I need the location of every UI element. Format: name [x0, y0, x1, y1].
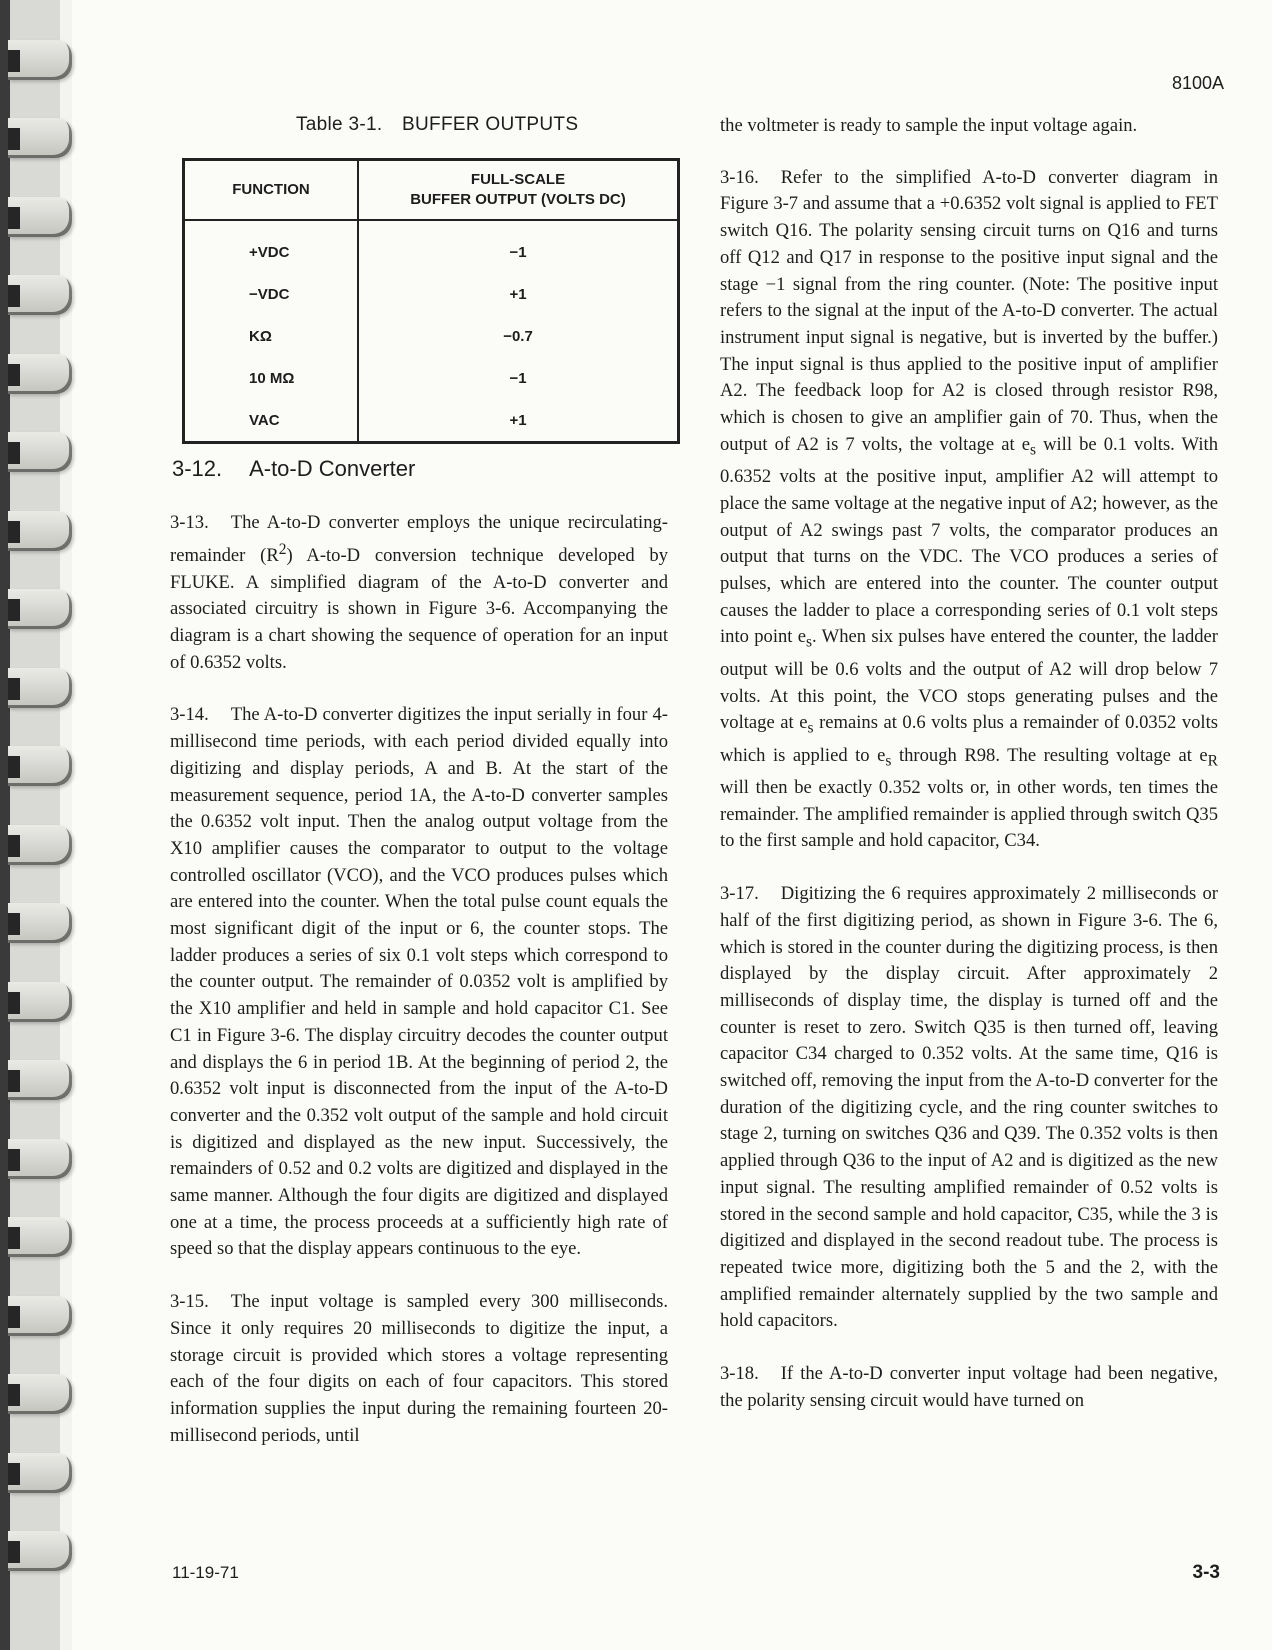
subscript: R	[1207, 752, 1218, 770]
paragraph-text: the voltmeter is ready to sample the input voltage again.	[720, 115, 1138, 136]
table-cell-value: +1	[358, 399, 679, 443]
binding-ring	[8, 511, 72, 551]
subscript: s	[1029, 441, 1037, 459]
binding-ring	[8, 1217, 72, 1257]
binding-ring	[8, 354, 72, 394]
table-caption-number: Table 3-1.	[296, 114, 383, 135]
paragraph-number: 3-15.	[170, 1291, 209, 1313]
table-cell-value: −0.7	[358, 315, 679, 357]
paragraph-text: Digitizing the 6 requires approximately 2 milliseconds or half of the first digitizing period, as shown in Figure 3-6. The 6, which is stored in the counter during the digitizing process, is then displayed by the display circuit. After approximately 2 milliseconds of display time, the display is turned off and the counter is reset to zero. Switch Q35 is then turned off, leaving capacitor C34 charged to 0.352 volts. At the same time, Q16 is switched off, removing the input from the A-to-D converter for the duration of the digitizing cycle, and the ring counter switches to stage 2, turning on switches Q36 and Q39. The 0.352 volts is then applied through Q36 to the input of A2 and is digitized as the new input signal. The resulting amplified remainder of 0.52 volts is stored in the second sample and hold capacitor, C35, while the 3 is digitized and displayed in the second readout tube. The process is repeated twice more, digitizing both the 5 and the 2, with the amplified remainder alternately supplied by the two sample and hold capacitors.	[720, 883, 1218, 1332]
binding-ring	[8, 1531, 72, 1571]
paragraph-3-15-continued	[720, 113, 1218, 140]
binding-ring	[8, 1060, 72, 1100]
paragraph-text: ) A-to-D conversion technique developed by FLUKE. A simplified diagram of the A-to-D converter and associated circuitry is shown in Figure 3-6. Accompanying the diagram is a chart showing the sequence of operation for an input of 0.6352 volts.	[170, 544, 668, 673]
col-header-function: FUNCTION	[184, 160, 359, 221]
paragraph-3-15	[170, 1289, 668, 1449]
table-cell-value: +1	[358, 273, 679, 315]
right-column	[720, 113, 1218, 1441]
page-number: 3-3	[1192, 1562, 1220, 1583]
section-title: A-to-D Converter	[249, 456, 416, 481]
binding-ring	[8, 1374, 72, 1414]
footer-date: 11-19-71	[172, 1563, 239, 1582]
paragraph-3-14	[170, 702, 668, 1263]
binding-ring	[8, 118, 72, 158]
table-row	[184, 220, 679, 273]
buffer-outputs-table	[182, 158, 680, 444]
subscript: s	[885, 752, 892, 770]
binding-ring	[8, 589, 72, 629]
col-header-output-line1: FULL-SCALE	[470, 171, 566, 188]
paragraph-3-17	[720, 881, 1218, 1335]
binding-ring	[8, 668, 72, 708]
table-row	[184, 399, 679, 443]
paragraph-text: remains at 0.6 volts plus a remainder of 0.0352 volts which is applied to e	[720, 712, 1218, 766]
table-cell-function: KΩ	[184, 315, 359, 357]
table-cell-value: −1	[358, 357, 679, 399]
binding-ring	[8, 746, 72, 786]
table-cell-function: 10 MΩ	[184, 357, 359, 399]
binding-ring	[8, 982, 72, 1022]
binding-ring	[8, 1139, 72, 1179]
paragraph-3-16	[720, 165, 1218, 855]
paragraph-text: Refer to the simplified A-to-D converter diagram in Figure 3-7 and assume that a +0.6352 volt signal is applied to FET switch Q16. The polarity sensing circuit turns on Q16 and turns off Q12 and Q17 in response to the positive input signal and the stage −1 signal from the ring counter. (Note: The positive input refers to the signal at the input of the A-to-D converter. The actual instrument input signal is negative, but is inverted by the buffer.) The input signal is thus applied to the positive input of amplifier A2. The feedback loop for A2 is closed through resistor R98, which is chosen to give an amplifier gain of 70. Thus, when the output of A2 is 7 volts, the voltage at e	[720, 166, 1218, 455]
superscript: 2	[278, 540, 287, 558]
table-row	[184, 273, 679, 315]
paragraph-number: 3-16.	[720, 166, 759, 188]
paragraph-3-13	[170, 510, 668, 676]
paragraph-text: The A-to-D converter digitizes the input serially in four 4-millisecond time periods, with each period divided equally into digitizing and display periods, A and B. At the start of the measurement sequence, period 1A, the A-to-D converter samples the 0.6352 volt input. Then the analog output voltage from the X10 amplifier causes the comparator to output to the voltage controlled oscillator (VCO), and the VCO produces pulses which are entered into the counter. When the total pulse count equals the most significant digit of the input or 6, the counter stops. The ladder produces a series of six 0.1 volt steps which correspond to the counter output. The remainder of 0.0352 volt is amplified by the X10 amplifier and held in sample and hold capacitor C1. See C1 in Figure 3-6. The display circuitry decodes the counter output and displays the 6 in period 1B. At the beginning of period 2, the 0.6352 volt input is disconnected from the input of the A-to-D converter and the 0.352 volt output of the sample and hold circuit is digitized and displayed as the new input. Successively, the remainders of 0.52 and 0.2 volts are digitized and displayed in the same manner. Although the four digits are digitized and displayed one at a time, the process proceeds at a sufficiently high rate of speed so that the display appears continuous to the eye.	[170, 704, 668, 1260]
table-row	[184, 315, 679, 357]
subscript: s	[806, 634, 813, 652]
paragraph-number: 3-13.	[170, 512, 209, 533]
binding-ring	[8, 432, 72, 472]
binding-ring	[8, 1296, 72, 1336]
binding-ring	[8, 197, 72, 237]
binding-ring	[8, 275, 72, 315]
paragraph-text: will be 0.1 volts. With 0.6352 volts at the positive input, amplifier A2 will attempt to place the same voltage at the negative input of A2; however, as the output of A2 swings past 7 volts, the comparator produces an output that turns on the VDC. The VCO produces a series of pulses, which are entered into the counter. The counter output causes the ladder to place a corresponding series of 0.1 volt steps into point e	[720, 433, 1218, 648]
document-id: 8100A	[1171, 73, 1224, 93]
binding-ring	[8, 1453, 72, 1493]
paragraph-text: The input voltage is sampled every 300 milliseconds. Since it only requires 20 milliseconds to digitize the input, a storage circuit is provided which stores a voltage representing each of the four digits on each of four capacitors. This stored information supplies the input during the remaining fourteen 20-millisecond periods, until	[170, 1291, 668, 1446]
paragraph-number: 3-18.	[720, 1363, 759, 1385]
table-header-row	[184, 160, 679, 221]
paragraph-text: If the A-to-D converter input voltage had been negative, the polarity sensing circuit would have turned on	[720, 1363, 1218, 1411]
paragraph-text: through R98. The resulting voltage at e	[891, 744, 1208, 766]
paragraph-text: The A-to-D converter employs the unique recirculating-remainder (R	[170, 512, 668, 566]
table-caption-title: BUFFER OUTPUTS	[402, 114, 579, 135]
spiral-binding	[0, 0, 72, 1650]
subscript: s	[807, 719, 814, 737]
table-row	[184, 357, 679, 399]
paragraph-3-18	[720, 1361, 1218, 1414]
table-cell-value: −1	[358, 220, 679, 273]
binding-ring	[8, 40, 72, 80]
section-number: 3-12.	[172, 456, 223, 481]
paragraph-number: 3-14.	[170, 704, 209, 726]
table-cell-function: −VDC	[184, 273, 359, 315]
table-caption	[296, 114, 578, 136]
table-cell-function: VAC	[184, 399, 359, 443]
binding-ring	[8, 825, 72, 865]
section-heading	[172, 456, 415, 482]
col-header-output-line2: BUFFER OUTPUT (VOLTS DC)	[410, 191, 626, 208]
paragraph-number: 3-17.	[720, 883, 759, 905]
col-header-output	[358, 160, 679, 221]
binding-ring	[8, 903, 72, 943]
paragraph-text: will then be exactly 0.352 volts or, in other words, ten times the remainder. The amplified remainder is applied through switch Q35 to the first sample and hold capacitor, C34.	[720, 777, 1218, 852]
left-column	[170, 510, 668, 1475]
paragraph-text: . When six pulses have entered the counter, the ladder output will be 0.6 volts and the output of A2 will drop below 7 volts. At this point, the VCO stops generating pulses and the voltage at e	[720, 626, 1218, 734]
table-cell-function: +VDC	[184, 220, 359, 273]
